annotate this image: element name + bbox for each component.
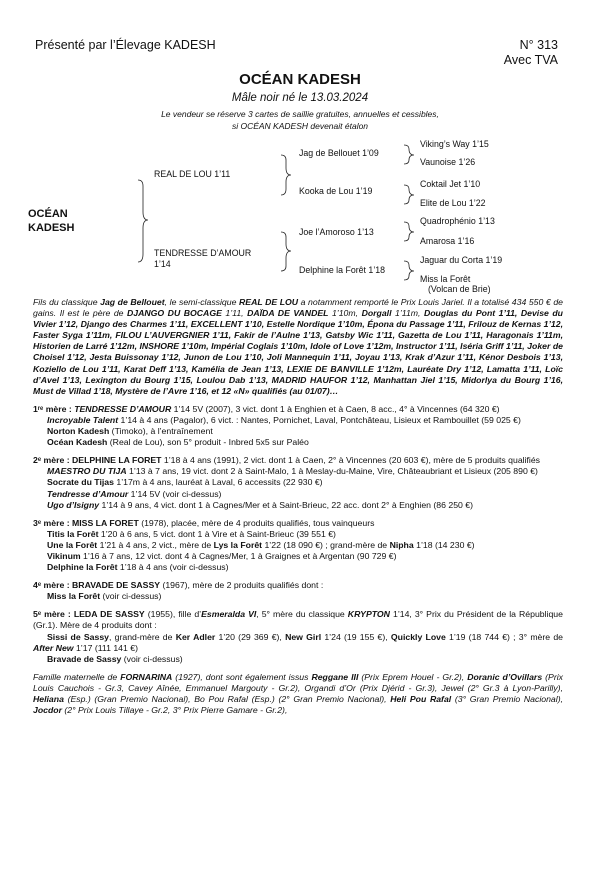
pedigree-ddd <box>420 274 491 294</box>
text-run: (2° Prix Louis Tillaye - Gr.2, 3° Prix Pierre Gamare - Gr.2), <box>61 705 288 716</box>
text-run: 1’18 à 4 ans (1991), 2 vict. dont 1 à Caen, 2° à Vincennes (20 603 €), mère de 5 produits qualifiés <box>161 455 541 466</box>
fourth-dam-section <box>33 580 563 602</box>
bold-run: Norton Kadesh <box>47 426 110 437</box>
text-run <box>33 500 473 510</box>
bold-run: REAL DE LOU <box>239 297 299 307</box>
bold-run: Douglas du Pont 1’11, Devise du Vivier 1’12, Django des Charmes 1’11, EXCELLENT 1’10, Estelle Nordique 1’10m, Épona du Passage 1’11, Frilouz de Kernas 1’12, Faster Syga 1’11m, FILOU L’AUVERGNIER 1’11, Fakir de l’Aulne 1’13, Gatsby Wic 1’11, Gazetta de Lou 1’11, Haragonais 1’11m, Historien de Larré 1’12m, INSHORE 1’10m, Impérial Coglais 1’10m, Idole of Love 1’12m, Instructor 1’11, Iséria Griff 1’11, Joker de Choisel 1’12, Jesta Buissonay 1’12, Junon de Lou 1’10, Joli Mannequin 1’11, Joyau 1’13, Krak d’Azur 1’11, Kénor Desbois 1’13, Koziello de Lou 1’11, Karat Deff 1’13, Kamélia de Jean 1’13, LEXIE DE BANVILLE 1’12m, Lauréate Dry 1’12, Lamatta 1’11, Loïc d’Avel 1’13, Lexington du Bourg 1’15, Loulou Dab 1’13, MADRID HAUFOR 1’12, Manhattan Jiel 1’15, Midorlya du Bourg 1’16, Must de Villad 1’18, Mystère de l’Avre 1’16, et 12 «N» qualifiés (au 01/07)… <box>33 308 563 396</box>
text-run: a notamment remporté le Prix Louis Jariel. Il a totalisé 434 550 € de gains. Il est le père de <box>33 297 563 319</box>
bold-run: Miss la Forêt <box>47 591 101 602</box>
sire-paragraph <box>33 297 563 397</box>
text-run: (Prix Louis Cauchois - Gr.3, Cavey Aînée, Emmanuel Margouty - Gr.2), Organdi d’Or (Prix Djérid - Gr.3), Jewel (2° Gr.3 à Lyon-Parilly), <box>33 671 563 693</box>
pedigree-sire: REAL DE LOU 1’11 <box>154 169 231 179</box>
text-run <box>33 632 563 653</box>
pedigree-horse-line2: KADESH <box>28 222 75 234</box>
text-run: 1’11m, <box>391 308 424 319</box>
text-run <box>33 426 213 436</box>
pedigree-dds: Jaguar du Corta 1’19 <box>420 255 503 265</box>
text-run <box>33 415 521 425</box>
text-run <box>33 562 229 572</box>
bold-run: Jocdor <box>33 705 62 716</box>
text-run: 1’18 à 4 ans (voir ci-dessus) <box>117 562 229 573</box>
pedigree-dam-line2: 1’14 <box>154 259 171 269</box>
bold-run: MISS LA FORET <box>72 517 139 528</box>
text-run: (Prix Eprem Houel - Gr.2), <box>358 671 468 682</box>
text-run: 1’16 à 7 ans, 12 vict. dont 4 à Cagnes/Mer, 1 à Graignes et à Argentan (90 729 €) <box>80 550 397 561</box>
presenter-line: Présenté par l’Élevage KADESH <box>35 38 216 52</box>
text-run: (1955), fille d’ <box>144 609 202 620</box>
text-run <box>33 437 309 447</box>
text-run <box>33 540 475 550</box>
pedigree-ddd-line1: Miss la Forêt <box>420 274 471 284</box>
bold-run: 2ᵉ mère : <box>33 455 73 466</box>
bold-run: Heli Pou Rafal <box>390 694 452 704</box>
text-run: Famille maternelle de <box>33 671 121 682</box>
bold-run: New Girl <box>285 631 322 642</box>
bold-run: Océan Kadesh <box>47 437 108 448</box>
bold-run: KRYPTON <box>347 609 390 620</box>
bold-run: Quickly Love <box>390 631 446 642</box>
bold-run: Esmeralda VI <box>201 609 257 620</box>
bold-run: Sissi de Sassy <box>47 631 110 642</box>
text-run: 1’14 à 4 ans (Pagalor), 6 vict. : Nantes, Pornichet, Laval, Pontchâteau, Lisieux et Rambouillet (59 025 €) <box>118 414 521 425</box>
text-run <box>33 654 183 664</box>
bold-run: Reggane III <box>311 671 359 682</box>
bold-run: After New <box>33 642 74 653</box>
text-run: (Esp.) (Gran Premio Nacional), Bo Pou Rafal (Esp.) (2° Gran Premio Nacional), <box>63 694 391 704</box>
pedigree-dss: Quadrophénio 1’13 <box>420 216 495 226</box>
pedigree-sds: Coktail Jet 1’10 <box>420 179 481 189</box>
text-run: 1’19 (18 744 €) ; 3° mère de <box>445 631 564 642</box>
catalogue-text <box>33 297 563 723</box>
text-run: 1’17 (111 141 €) <box>73 642 138 653</box>
bold-run: Incroyable Talent <box>47 414 119 425</box>
text-run: , 5° mère du classique <box>256 609 348 620</box>
bold-run: Doranic d’Ovillars <box>467 671 543 682</box>
text-run: 1’14 5V (2007), 3 vict. dont 1 à Enghien et à Caen, 8 acc., 4° à Vincennes (64 320 €) <box>171 403 500 414</box>
text-run: 1’20 (29 369 €), <box>215 631 286 642</box>
text-run <box>33 529 336 539</box>
pedigree-horse <box>28 207 74 235</box>
lot-number-text: N° 313 <box>519 38 558 52</box>
pedigree-horse-line1: OCÉAN <box>28 208 68 220</box>
text-run: (1967), mère de 2 produits qualifiés dont : <box>160 580 324 591</box>
text-run: 1’17m à 4 ans, lauréat à Laval, 6 accessits (22 930 €) <box>113 477 323 488</box>
text-run <box>33 466 538 476</box>
pedigree-dsd: Amarosa 1’16 <box>420 236 475 246</box>
bold-run: MAESTRO DU TIJA <box>47 466 127 477</box>
bold-run: DAÏDA DE VANDEL <box>247 308 329 319</box>
text-run <box>33 477 323 487</box>
text-run: (Real de Lou), son 5° produit - Inbred 5x5 sur Paléo <box>107 437 309 448</box>
bold-run: Socrate du Tijas <box>47 477 114 488</box>
pedigree-dam-line1: TENDRESSE D’AMOUR <box>154 248 252 258</box>
bold-run: 3ᵉ mère : <box>33 517 73 528</box>
bold-run: LEDA DE SASSY <box>73 609 145 620</box>
text-run: 1’13 à 7 ans, 19 vict. dont 2 à Saint-Malo, 1 à Meslay-du-Maine, Vire, Châteaubriant et Lisieux (205 890 €) <box>126 466 538 477</box>
seller-note-line2: si OCÉAN KADESH devenait étalon <box>231 121 369 131</box>
bold-run: 5ᵉ mère : <box>33 609 74 620</box>
bold-run: DJANGO DU BOCAGE <box>127 308 222 319</box>
text-run: , le semi-classique <box>164 297 240 307</box>
bold-run: TENDRESSE D’AMOUR <box>74 403 172 414</box>
bold-run: Delphine la Forêt <box>47 562 118 573</box>
pedigree-dam <box>154 248 251 270</box>
text-run <box>33 591 161 601</box>
text-run: Fils du classique <box>33 297 101 307</box>
bold-run: Dorgall <box>361 308 392 319</box>
text-run: (3° Gran Premio Nacional), <box>451 694 563 704</box>
text-run: 1’10m, <box>328 308 362 319</box>
pedigree-sire-sire: Jag de Bellouet 1’09 <box>299 148 379 158</box>
bold-run: Jag de Bellouet <box>100 297 165 307</box>
text-run: 1’21 à 4 ans, 2 vict., mère de <box>97 539 214 550</box>
bold-run: Vikinum <box>47 550 81 561</box>
text-run: 1’14, 3° Prix du Président de la République (Gr.1). Mère de 4 produits dont : <box>33 609 563 631</box>
pedigree-sdd: Elite de Lou 1’22 <box>420 198 486 208</box>
bold-run: Lys la Forêt <box>213 539 263 550</box>
bold-run: Ker Adler <box>175 631 216 642</box>
vat-text: Avec TVA <box>503 53 558 67</box>
text-run <box>33 551 397 561</box>
text-run: (1978), placée, mère de 4 produits qualifiés, tous vainqueurs <box>138 517 375 528</box>
pedigree-sire-dam: Kooka de Lou 1’19 <box>299 186 373 196</box>
horse-subtitle: Mâle noir né le 13.03.2024 <box>231 92 369 104</box>
text-run: (1927), dont sont également issus <box>172 671 312 682</box>
bold-run: Bravade de Sassy <box>47 653 122 664</box>
bold-run: DELPHINE LA FORET <box>72 455 162 466</box>
bold-run: FORNARINA <box>120 671 173 682</box>
text-run: 1’20 à 6 ans, 5 vict. dont 1 à Vire et à Saint-Brieuc (39 551 €) <box>98 528 336 539</box>
bold-run: Titis la Forêt <box>47 528 99 539</box>
fifth-dam-section <box>33 609 563 664</box>
first-dam-section <box>33 404 563 448</box>
bold-run: Ugo d’Isigny <box>47 499 100 510</box>
bold-run: Heliana <box>33 694 64 704</box>
pedigree-dam-sire: Joe l’Amoroso 1’13 <box>299 227 374 237</box>
pedigree-ddd-line2: (Volcan de Brie) <box>428 284 491 294</box>
bold-run: Tendresse d’Amour <box>47 488 129 499</box>
seller-note-line1: Le vendeur se réserve 3 cartes de saillie gratuites, annuelles et cessibles, <box>161 109 439 119</box>
pedigree-dam-dam: Delphine la Forêt 1’18 <box>299 265 386 275</box>
pedigree-ssd: Vaunoise 1’26 <box>420 157 476 167</box>
pedigree-sss: Viking’s Way 1’15 <box>420 139 489 149</box>
text-run: (voir ci-dessus) <box>121 653 183 664</box>
third-dam-section <box>33 518 563 573</box>
bold-run: Nipha <box>389 539 414 550</box>
text-run <box>33 489 221 499</box>
family-paragraph <box>33 672 563 716</box>
bold-run: 1ʳᵉ mère : <box>33 403 75 414</box>
bold-run: BRAVADE DE SASSY <box>72 580 161 591</box>
text-run: , grand-mère de <box>109 631 176 642</box>
text-run: (voir ci-dessus) <box>100 591 162 602</box>
text-run: (Timoko), à l’entraînement <box>109 426 213 437</box>
text-run: 1’18 (14 230 €) <box>413 539 475 550</box>
text-run: 1’22 (18 090 €) ; grand-mère de <box>262 539 390 550</box>
text-run: 1’11, <box>221 308 248 319</box>
second-dam-section <box>33 455 563 510</box>
text-run: 1’24 (19 155 €), <box>321 631 391 642</box>
bold-run: 4ᵉ mère : <box>33 580 73 591</box>
text-run: 1’14 5V (voir ci-dessus) <box>128 488 222 499</box>
horse-title: OCÉAN KADESH <box>239 71 361 88</box>
bold-run: Une la Forêt <box>47 539 98 550</box>
text-run: 1’14 à 9 ans, 4 vict. dont 1 à Cagnes/Mer et à Saint-Brieuc, 22 acc. dont 2° à Enghien (86 250 €) <box>99 499 474 510</box>
